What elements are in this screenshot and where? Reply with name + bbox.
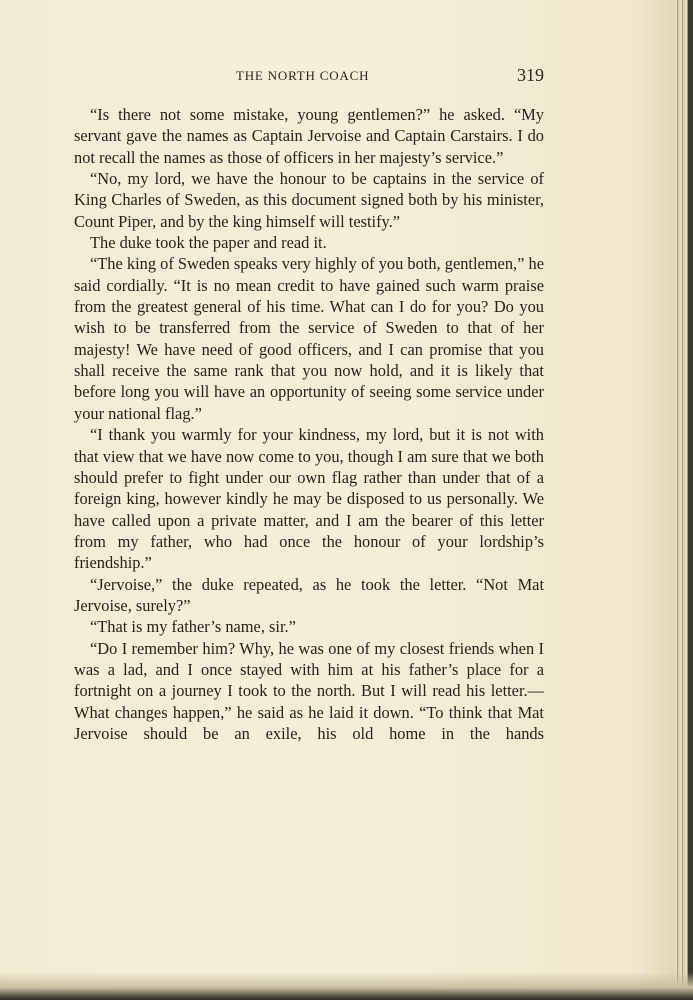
bottom-shadow [0, 972, 693, 1000]
running-head: THE NORTH COACH [236, 68, 370, 83]
paragraph: “I thank you warmly for your kindness, my lord, but it is not with that view that we have now come to you, though I am sure that we both should prefer to fight under our own flag rather than under that of a foreign king, however kindly he may be disposed to us personally. We have called upon a private matter, and I am the bearer of this letter from my father, who had once the honour of your lordship’s friendship.” [74, 425, 544, 573]
book-spine-edge [688, 0, 693, 1000]
paragraph: “Do I remember him? Why, he was one of my closest friends when I was a lad, and I once stayed with him at his father’s place for a fortnight on a journey I took to the north. But I will read his letter.—What changes happen,” he said as he laid it down. “To think that Mat Jervoise should be an exile, his old home in the hands [74, 638, 544, 743]
paragraph: “No, my lord, we have the honour to be captains in the service of King Charles of Sweden, as this document signed both by his minister, Count Piper, and by the king himself will testify.” [74, 169, 544, 231]
paragraph: “The king of Sweden speaks very highly of you both, gentlemen,” he said cordially. “It is no mean credit to have gained such warm praise from the greatest general of his time. What can I do for you? Do you wish to be transferred from the service of Sweden to that of her majesty! We have need of good officers, and I can promise that you shall receive the same rank that you now hold, and it is likely that before long you will have an opportunity of seeing some service under your national flag.” [74, 254, 544, 423]
body-text [74, 104, 544, 744]
paragraph: “That is my father’s name, sir.” [90, 617, 296, 637]
paragraph: The duke took the paper and read it. [90, 233, 327, 253]
page-header [74, 65, 544, 88]
paragraph: “Jervoise,” the duke repeated, as he took the letter. “Not Mat Jervoise, surely?” [74, 574, 544, 615]
paragraph: “Is there not some mistake, young gentlemen?” he asked. “My servant gave the names as Captain Jervoise and Captain Carstairs. I do not recall the names as those of officers in her majesty’s service.” [74, 105, 544, 167]
page-number: 319 [517, 65, 544, 85]
